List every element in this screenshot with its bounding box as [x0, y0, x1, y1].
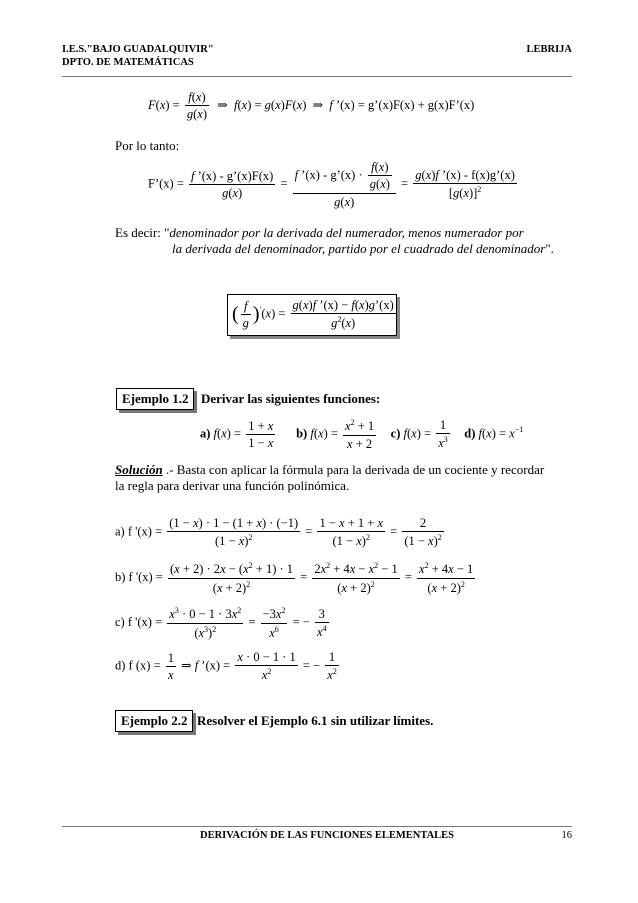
solution-label: Solución — [115, 462, 163, 477]
school-name: I.E.S."BAJO GUADALQUIVIR" — [62, 44, 214, 55]
answer-a-label: a) f '(x) = — [115, 524, 163, 539]
item-b-letter: b) — [296, 426, 308, 441]
answer-b: b) f '(x) = $\frac{(x + 2) \cdot 2x - (x^2 + 1) \cdot 1}{(x + 2)^2}$ = $\frac{2x^2 + 4x - x^2 - 1}{(x + 2)^2}$ = $\frac{x^2 + 4x - 1}{(x + 2)^2}$ — [115, 561, 474, 595]
item-a-letter: a) — [200, 426, 211, 441]
quotient-rule-formula: ( $\frac{f}{g}$ )′(x) = $\frac{g(x)f ’(x) - f(x)g’(x)}{g^2(x)}$ — [232, 298, 394, 331]
answer-d: d) f (x) = $\frac{1}{x}$ ⇒ f ’(x) = $\frac{x \cdot 0 - 1 \cdot 1}{x^2}$ = − $\frac{1}{x^2}$ — [115, 650, 337, 683]
town-name: LEBRIJA — [526, 44, 572, 55]
answer-c-label: c) f '(x) = — [115, 614, 163, 629]
solution-line-2: la regla para derivar una función polinómica. — [115, 478, 350, 493]
example-2-label: Ejemplo 2.2 — [115, 710, 193, 732]
page-number: 16 — [561, 830, 572, 841]
footer-title: DERIVACIÓN DE LAS FUNCIONES ELEMENTALES — [200, 830, 454, 841]
therefore-text: Por lo tanto: — [115, 138, 180, 153]
explanation-line-2 — [172, 241, 554, 257]
explanation-text-1: denominador por la derivada del numerador, menos numerador por — [169, 225, 524, 240]
answer-a: a) f '(x) = $\frac{(1 - x) \cdot 1 - (1 + x) \cdot (-1)}{(1 - x)^2}$ = $\frac{1 - x + 1 + x}{(1 - x)^2}$ = $\frac{2}{(1 - x)^2}$ — [115, 516, 442, 549]
answer-d-label: d) f (x) = — [115, 658, 161, 673]
explanation-prefix: Es decir: " — [115, 225, 170, 240]
example-1-label: Ejemplo 1.2 — [116, 388, 194, 410]
footer-rule — [62, 826, 572, 827]
answer-c: c) f '(x) = $\frac{x^3 \cdot 0 - 1 \cdot 3x^2}{(x^3)^2}$ = $\frac{-3x^2}{x^6}$ = − $\frac{3}{x^4}$ — [115, 606, 327, 640]
quotient-rule-box — [227, 294, 397, 336]
quotient-definition-formula: F(x) = $\frac{f(x)}{g(x)}$ ⇒ f(x) = g(x)F(x) ⇒ f ’(x) = g’(x)F(x) + g(x)F’(x) — [148, 90, 475, 122]
solution-text-1: .- Basta con aplicar la fórmula para la derivada de un cociente y recordar — [162, 462, 545, 477]
answer-b-label: b) f '(x) = — [115, 569, 163, 584]
solution-line-1 — [115, 462, 544, 478]
header-rule — [62, 76, 572, 77]
explanation-line-1 — [115, 225, 524, 241]
item-c-letter: c) — [390, 426, 401, 441]
example-1-functions: a) f(x) = $\frac{1 + x}{1 - x}$ b) f(x) = $\frac{x^2 + 1}{x + 2}$ c) f(x) = $\frac{1}{x^3}$ d) $f(x) = x^{-1}$ — [200, 418, 524, 451]
item-d-letter: d) — [464, 426, 476, 441]
example-2-title: Resolver el Ejemplo 6.1 sin utilizar límites. — [197, 713, 434, 728]
quotient-derivation-formula: F’(x) = $\frac{f ’(x) - g’(x)F(x)}{g(x)}$ = f ’(x) - g’(x) · $\frac{f(x)}{g(x)}$ g(x) = $\frac{g(x)f ’(x) - f(x)g’(x)}{[g(x)]^2}$ — [148, 160, 515, 209]
department-name: DPTO. DE MATEMÁTICAS — [62, 57, 194, 68]
example-1-title: Derivar las siguientes funciones: — [201, 391, 381, 406]
explanation-suffix: ". — [545, 241, 554, 256]
explanation-text-2: la derivada del denominador, partido por el cuadrado del denominador — [172, 241, 546, 256]
